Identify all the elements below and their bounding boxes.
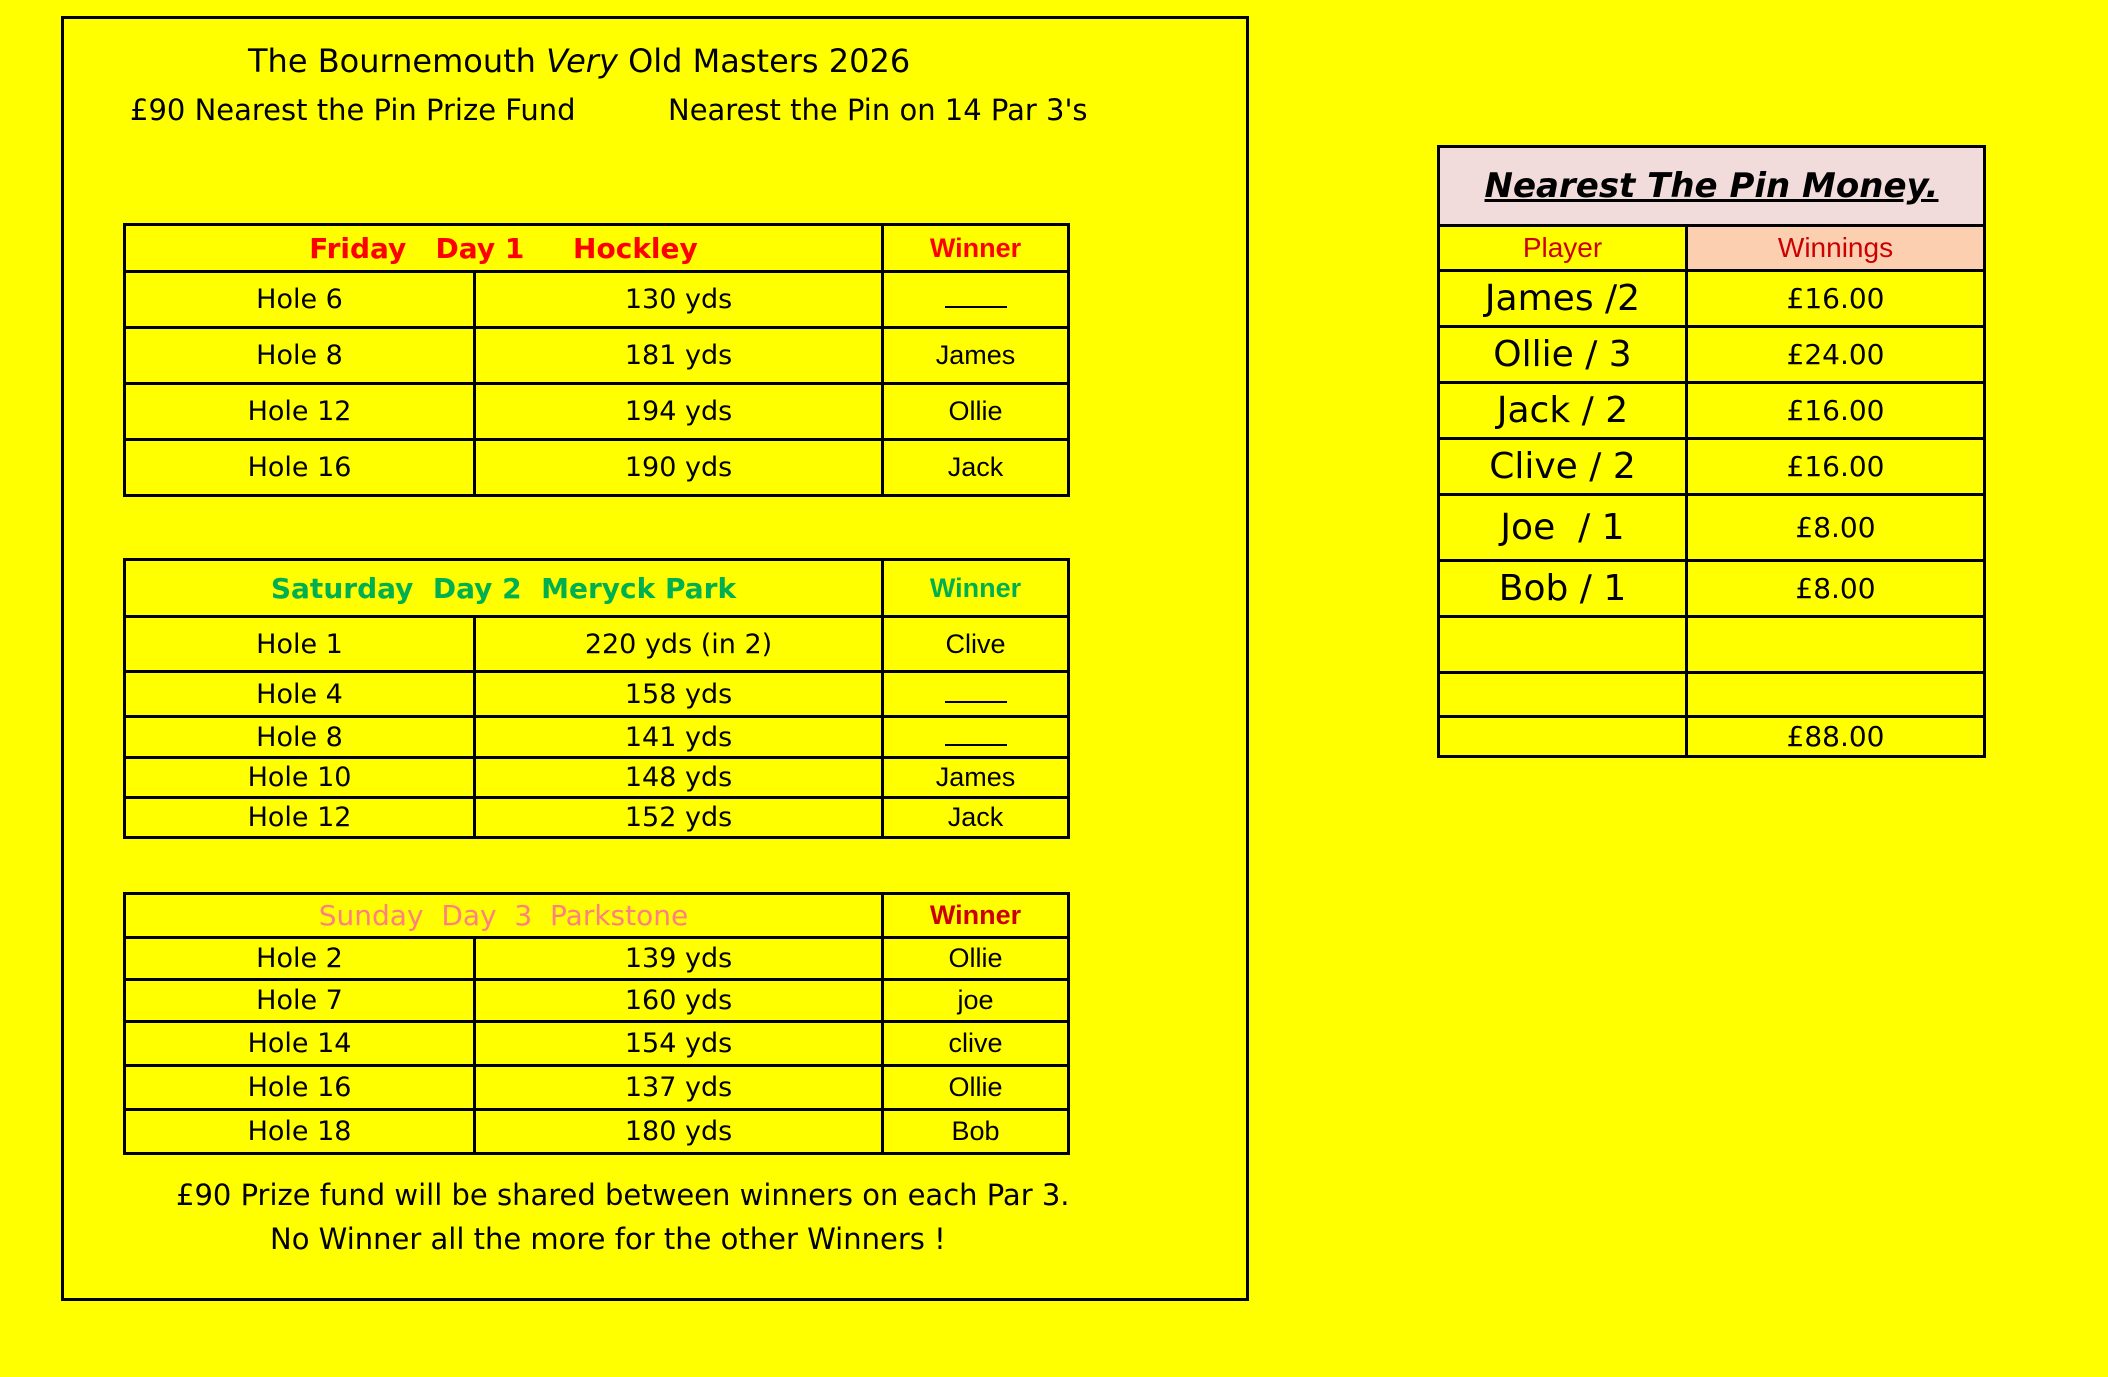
yards-cell: 190 yds xyxy=(475,440,883,496)
total-label-cell xyxy=(1439,717,1687,757)
blank-line xyxy=(945,687,1007,703)
day2-table xyxy=(123,558,1070,839)
winner-cell: Ollie xyxy=(883,384,1069,440)
winner-cell: Ollie xyxy=(883,938,1069,980)
par3-subtitle: Nearest the Pin on 14 Par 3's xyxy=(668,93,1088,127)
day1-winner-label: Winner xyxy=(883,225,1069,272)
day2-winner-label: Winner xyxy=(883,560,1069,617)
hole-cell: Hole 14 xyxy=(125,1022,475,1066)
amount-cell: £16.00 xyxy=(1687,439,1985,495)
winnings-column-header: Winnings xyxy=(1687,226,1985,271)
amount-cell: £24.00 xyxy=(1687,327,1985,383)
hole-cell: Hole 2 xyxy=(125,938,475,980)
winner-cell: James xyxy=(883,758,1069,798)
yards-cell: 160 yds xyxy=(475,980,883,1022)
yards-cell: 148 yds xyxy=(475,758,883,798)
prize-fund-subtitle: £90 Nearest the Pin Prize Fund xyxy=(130,93,576,127)
hole-cell: Hole 10 xyxy=(125,758,475,798)
hole-cell: Hole 12 xyxy=(125,384,475,440)
footer-line-2: No Winner all the more for the other Winners ! xyxy=(270,1222,946,1256)
amount-cell: £8.00 xyxy=(1687,561,1985,617)
hole-cell: Hole 1 xyxy=(125,617,475,672)
hole-cell: Hole 16 xyxy=(125,440,475,496)
yards-cell: 180 yds xyxy=(475,1110,883,1154)
player-column-header: Player xyxy=(1439,226,1687,271)
player-cell: Jack / 2 xyxy=(1439,383,1687,439)
day3-table xyxy=(123,892,1070,1155)
amount-cell xyxy=(1687,617,1985,673)
winner-cell-empty xyxy=(883,272,1069,328)
player-cell: Clive / 2 xyxy=(1439,439,1687,495)
hole-cell: Hole 8 xyxy=(125,328,475,384)
winner-cell: joe xyxy=(883,980,1069,1022)
winner-cell-empty xyxy=(883,672,1069,717)
player-cell: James /2 xyxy=(1439,271,1687,327)
player-cell xyxy=(1439,617,1687,673)
winner-cell: Jack xyxy=(883,798,1069,838)
hole-cell: Hole 7 xyxy=(125,980,475,1022)
yards-cell: 194 yds xyxy=(475,384,883,440)
winner-cell: Ollie xyxy=(883,1066,1069,1110)
winner-cell: Bob xyxy=(883,1110,1069,1154)
yards-cell: 154 yds xyxy=(475,1022,883,1066)
player-cell xyxy=(1439,673,1687,717)
day1-header: Friday Day 1 Hockley xyxy=(125,225,883,272)
amount-cell: £8.00 xyxy=(1687,495,1985,561)
yards-cell: 181 yds xyxy=(475,328,883,384)
yards-cell: 130 yds xyxy=(475,272,883,328)
hole-cell: Hole 12 xyxy=(125,798,475,838)
hole-cell: Hole 18 xyxy=(125,1110,475,1154)
hole-cell: Hole 4 xyxy=(125,672,475,717)
player-cell: Bob / 1 xyxy=(1439,561,1687,617)
total-cell: £88.00 xyxy=(1687,717,1985,757)
blank-line xyxy=(945,730,1007,746)
day3-header: Sunday Day 3 Parkstone xyxy=(125,894,883,938)
yards-cell: 139 yds xyxy=(475,938,883,980)
amount-cell xyxy=(1687,673,1985,717)
yards-cell: 152 yds xyxy=(475,798,883,838)
yards-cell: 141 yds xyxy=(475,717,883,758)
amount-cell: £16.00 xyxy=(1687,383,1985,439)
hole-cell: Hole 16 xyxy=(125,1066,475,1110)
day3-winner-label: Winner xyxy=(883,894,1069,938)
yards-cell: 220 yds (in 2) xyxy=(475,617,883,672)
winner-cell: Clive xyxy=(883,617,1069,672)
money-title: Nearest The Pin Money. xyxy=(1439,147,1985,226)
money-table xyxy=(1437,145,1986,758)
day1-table xyxy=(123,223,1070,497)
player-cell: Joe / 1 xyxy=(1439,495,1687,561)
yards-cell: 158 yds xyxy=(475,672,883,717)
page-title: The Bournemouth Very Old Masters 2026 xyxy=(248,42,911,80)
winner-cell: clive xyxy=(883,1022,1069,1066)
blank-line xyxy=(945,292,1007,308)
player-cell: Ollie / 3 xyxy=(1439,327,1687,383)
hole-cell: Hole 8 xyxy=(125,717,475,758)
winner-cell: James xyxy=(883,328,1069,384)
hole-cell: Hole 6 xyxy=(125,272,475,328)
amount-cell: £16.00 xyxy=(1687,271,1985,327)
footer-line-1: £90 Prize fund will be shared between winners on each Par 3. xyxy=(176,1178,1070,1212)
day2-header: Saturday Day 2 Meryck Park xyxy=(125,560,883,617)
yards-cell: 137 yds xyxy=(475,1066,883,1110)
winner-cell: Jack xyxy=(883,440,1069,496)
winner-cell-empty xyxy=(883,717,1069,758)
